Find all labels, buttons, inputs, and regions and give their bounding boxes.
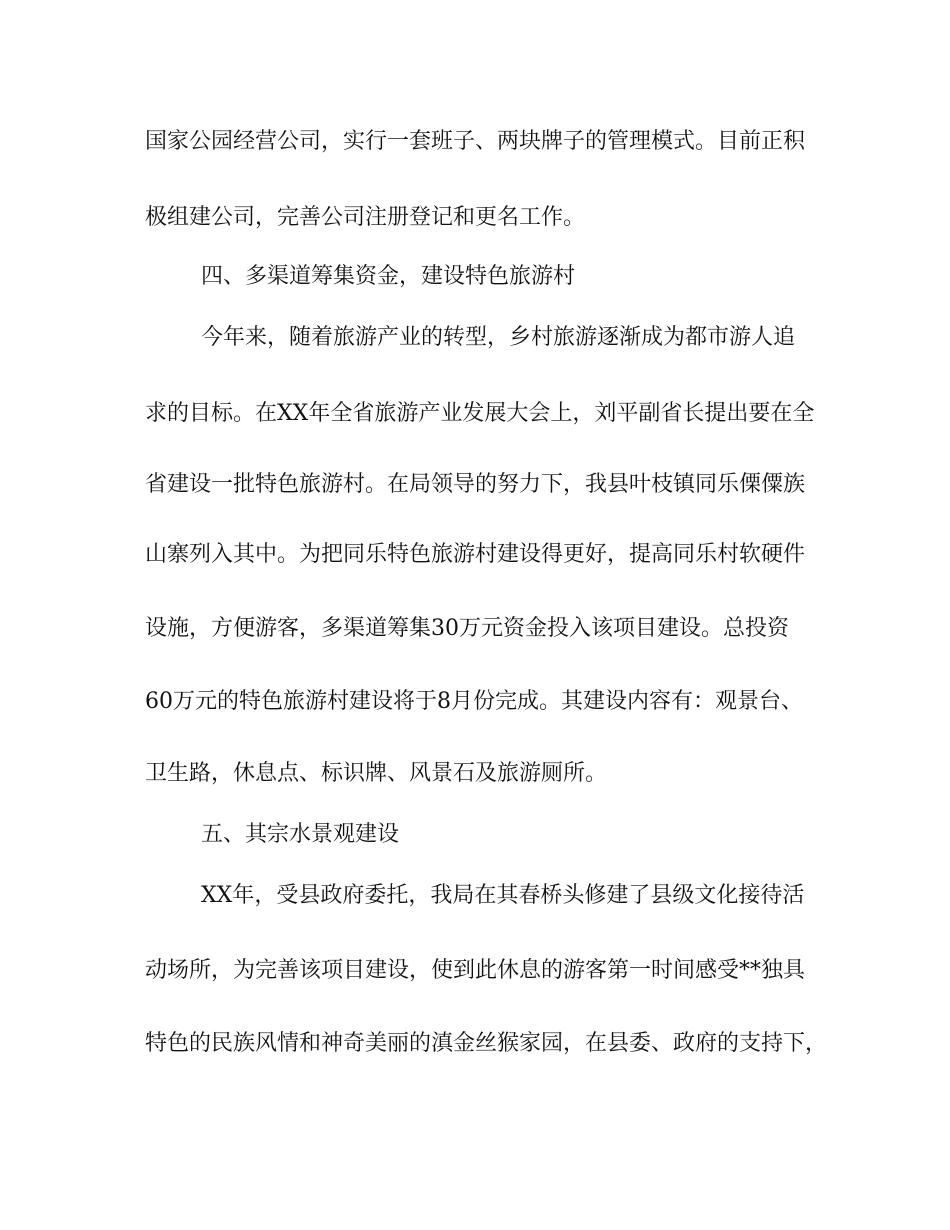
text-line-content: 省建设一批特色旅游村。在局领导的努力下，我县叶枝镇同乐傈僳族	[145, 472, 806, 497]
text-line	[0, 535, 950, 575]
text-line-content: 国家公园经营公司，实行一套班子、两块牌子的管理模式。目前正积	[145, 129, 806, 154]
paragraph-first-line	[0, 318, 950, 358]
section-heading-text: 四、多渠道筹集资金，建设特色旅游村	[201, 264, 576, 289]
text-line	[0, 122, 950, 162]
text-line-content: XX年，受县政府委托，我局在其春桥头修建了县级文化接待活	[201, 883, 805, 908]
text-line-content: 卫生路，休息点、标识牌、风景石及旅游厕所。	[145, 761, 608, 786]
text-line-content: 山寨列入其中。为把同乐特色旅游村建设得更好，提高同乐村软硬件	[145, 542, 806, 567]
text-line-content: 60万元的特色旅游村建设将于8月份完成。其建设内容有：观景台、	[145, 689, 803, 714]
text-line	[0, 951, 950, 991]
text-line	[0, 1024, 950, 1064]
text-line	[0, 198, 950, 238]
text-line-content: 设施，方便游客，多渠道筹集30万元资金投入该项目建设。总投资	[145, 616, 789, 641]
text-line-content: 特色的民族风情和神奇美丽的滇金丝猴家园，在县委、政府的支持下，	[145, 1031, 828, 1056]
text-line-content: 求的目标。在XX年全省旅游产业发展大会上，刘平副省长提出要在全	[145, 401, 815, 426]
section-heading-text: 五、其宗水景观建设	[201, 822, 400, 847]
section-heading	[0, 257, 950, 297]
text-line	[0, 609, 950, 649]
text-line-content: 极组建公司，完善公司注册登记和更名工作。	[145, 205, 586, 230]
text-line-content: 今年来，随着旅游产业的转型，乡村旅游逐渐成为都市游人追	[201, 325, 796, 350]
paragraph-first-line	[0, 876, 950, 916]
text-line	[0, 754, 950, 794]
text-line-content: 动场所，为完善该项目建设，使到此休息的游客第一时间感受**独具	[145, 958, 806, 983]
text-line	[0, 394, 950, 434]
text-line	[0, 682, 950, 722]
text-line	[0, 465, 950, 505]
section-heading	[0, 815, 950, 855]
